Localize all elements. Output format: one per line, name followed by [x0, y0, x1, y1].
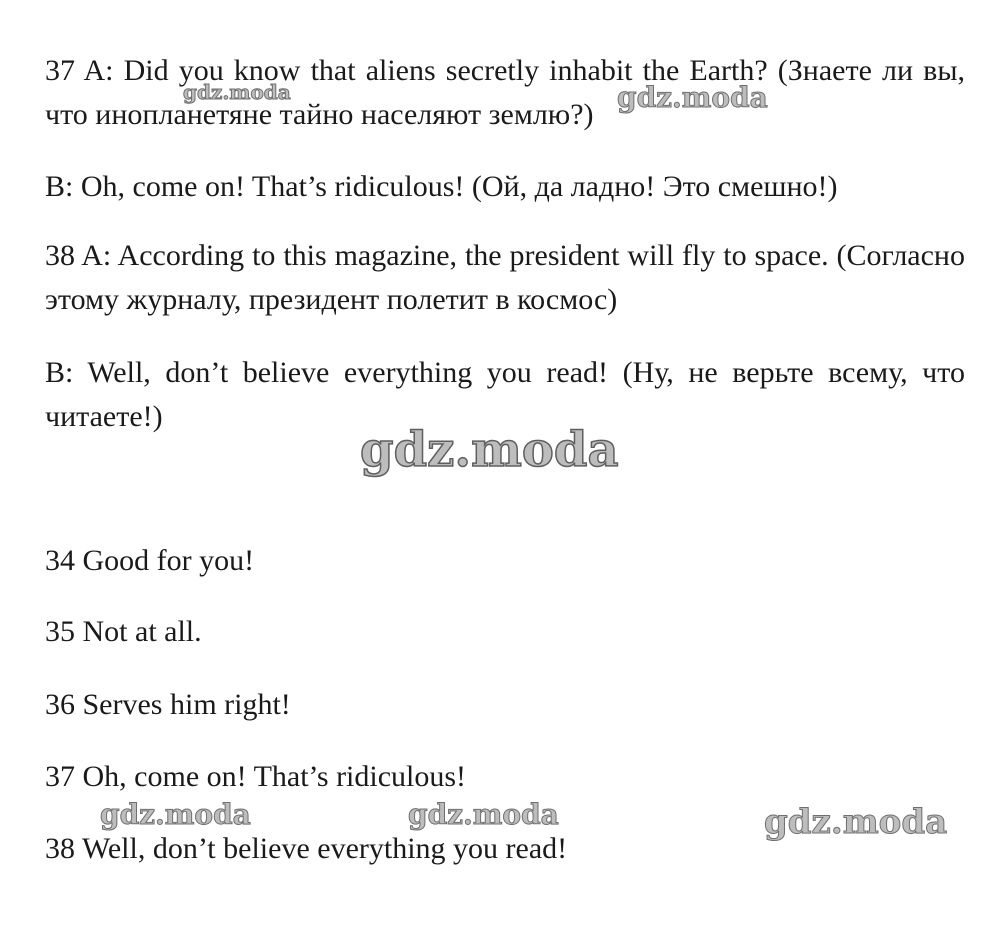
answer-35: 35 Not at all. — [45, 615, 202, 648]
watermark: gdz.moda — [183, 80, 291, 104]
dialogue-38-a: 38 A: According to this magazine, the president will fly to space. (Согласно этому журналу, президент полетит в космос) — [45, 239, 965, 316]
dialogue-37-a: 37 A: Did you know that aliens secretly inhabit the Earth? (Знаете ли вы, что инопланетяне тайно населяют землю?) — [45, 54, 965, 131]
watermark: gdz.moda — [408, 798, 559, 831]
dialogue-37-b: B: Oh, come on! That’s ridiculous! (Ой, да ладно! Это смешно!) — [45, 170, 838, 203]
watermark: gdz.moda — [100, 798, 251, 831]
answer-36: 36 Serves him right! — [45, 688, 291, 721]
watermark: gdz.moda — [764, 802, 948, 842]
answer-38: 38 Well, don’t believe everything you read! — [45, 832, 568, 865]
dialogue-38-b: B: Well, don’t believe everything you read! (Ну, не верьте всему, что читаете!) — [45, 356, 965, 433]
answer-34: 34 Good for you! — [45, 544, 255, 577]
answer-37: 37 Oh, come on! That’s ridiculous! — [45, 760, 467, 793]
watermark: gdz.moda — [617, 81, 768, 114]
watermark: gdz.moda — [360, 422, 619, 478]
